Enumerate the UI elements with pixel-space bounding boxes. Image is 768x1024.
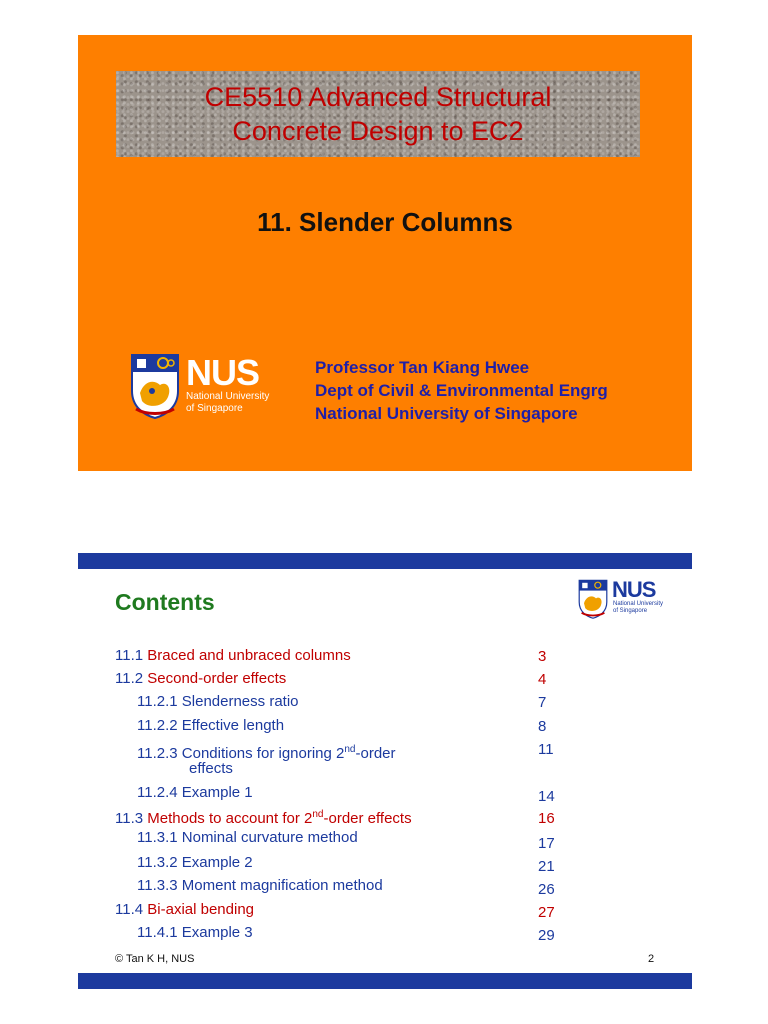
toc-item: 11.2 Second-order effects xyxy=(115,670,287,687)
author-name: Professor Tan Kiang Hwee xyxy=(315,358,530,377)
contents-title: Contents xyxy=(115,589,215,615)
title-slide xyxy=(78,35,692,471)
toc-item: 11.3.1 Nominal curvature method xyxy=(137,829,358,846)
nus-small-sub-line1: National University xyxy=(613,601,664,607)
author-university: National University of Singapore xyxy=(315,404,578,423)
nus-logo-small xyxy=(578,579,678,621)
toc-page: 16 xyxy=(538,810,555,827)
nus-logo xyxy=(130,353,274,423)
nus-logo-small-subtext xyxy=(613,601,663,615)
footer-page-number: 2 xyxy=(648,953,655,965)
nus-sub-line2: of Singapore xyxy=(186,403,243,414)
slide-header-bar xyxy=(78,553,692,569)
toc-item-continuation: effects xyxy=(189,760,233,777)
toc-page: 27 xyxy=(538,904,555,921)
toc-page: 14 xyxy=(538,788,555,805)
footer-copyright: © Tan K H, NUS xyxy=(115,953,195,965)
nus-logo-subtext xyxy=(186,391,269,415)
toc-page: 7 xyxy=(538,694,547,711)
toc-page: 26 xyxy=(538,881,555,898)
toc-item: 11.2.4 Example 1 xyxy=(137,784,253,801)
toc-page: 11 xyxy=(538,741,554,758)
course-title-line2: Concrete Design to EC2 xyxy=(232,116,524,146)
toc-page: 21 xyxy=(538,858,555,875)
course-title-line1: CE5510 Advanced Structural xyxy=(204,82,552,112)
nus-small-sub-line2: of Singapore xyxy=(613,608,648,614)
toc-item: 11.4.1 Example 3 xyxy=(137,924,253,941)
toc-item: 11.1 Braced and unbraced columns xyxy=(115,647,351,664)
toc-item: 11.3.3 Moment magnification method xyxy=(137,877,383,894)
toc-page: 17 xyxy=(538,835,555,852)
toc-item: 11.2.1 Slenderness ratio xyxy=(137,693,299,710)
author-dept: Dept of Civil & Environmental Engrg xyxy=(315,381,608,400)
toc-item: 11.2.2 Effective length xyxy=(137,717,285,734)
toc-page: 8 xyxy=(538,718,547,735)
nus-shield-icon xyxy=(578,579,608,619)
nus-sub-line1: National University xyxy=(186,391,270,402)
toc-page: 4 xyxy=(538,671,547,688)
toc-item: 11.2.3 Conditions for ignoring 2nd-order xyxy=(137,744,396,762)
toc-item: 11.3.2 Example 2 xyxy=(137,854,253,871)
nus-shield-icon xyxy=(130,353,180,419)
toc-item: 11.3 Methods to account for 2nd-order effects xyxy=(115,809,412,827)
nus-wordmark: NUS xyxy=(186,352,260,393)
author-block xyxy=(315,356,608,425)
lecture-title: 11. Slender Columns xyxy=(257,207,513,237)
toc-page: 3 xyxy=(538,648,547,665)
title-banner xyxy=(116,71,640,157)
toc-page: 29 xyxy=(538,927,555,944)
slide-footer-bar xyxy=(78,973,692,989)
nus-wordmark-small: NUS xyxy=(612,577,656,602)
toc-item: 11.4 Bi-axial bending xyxy=(115,901,255,918)
